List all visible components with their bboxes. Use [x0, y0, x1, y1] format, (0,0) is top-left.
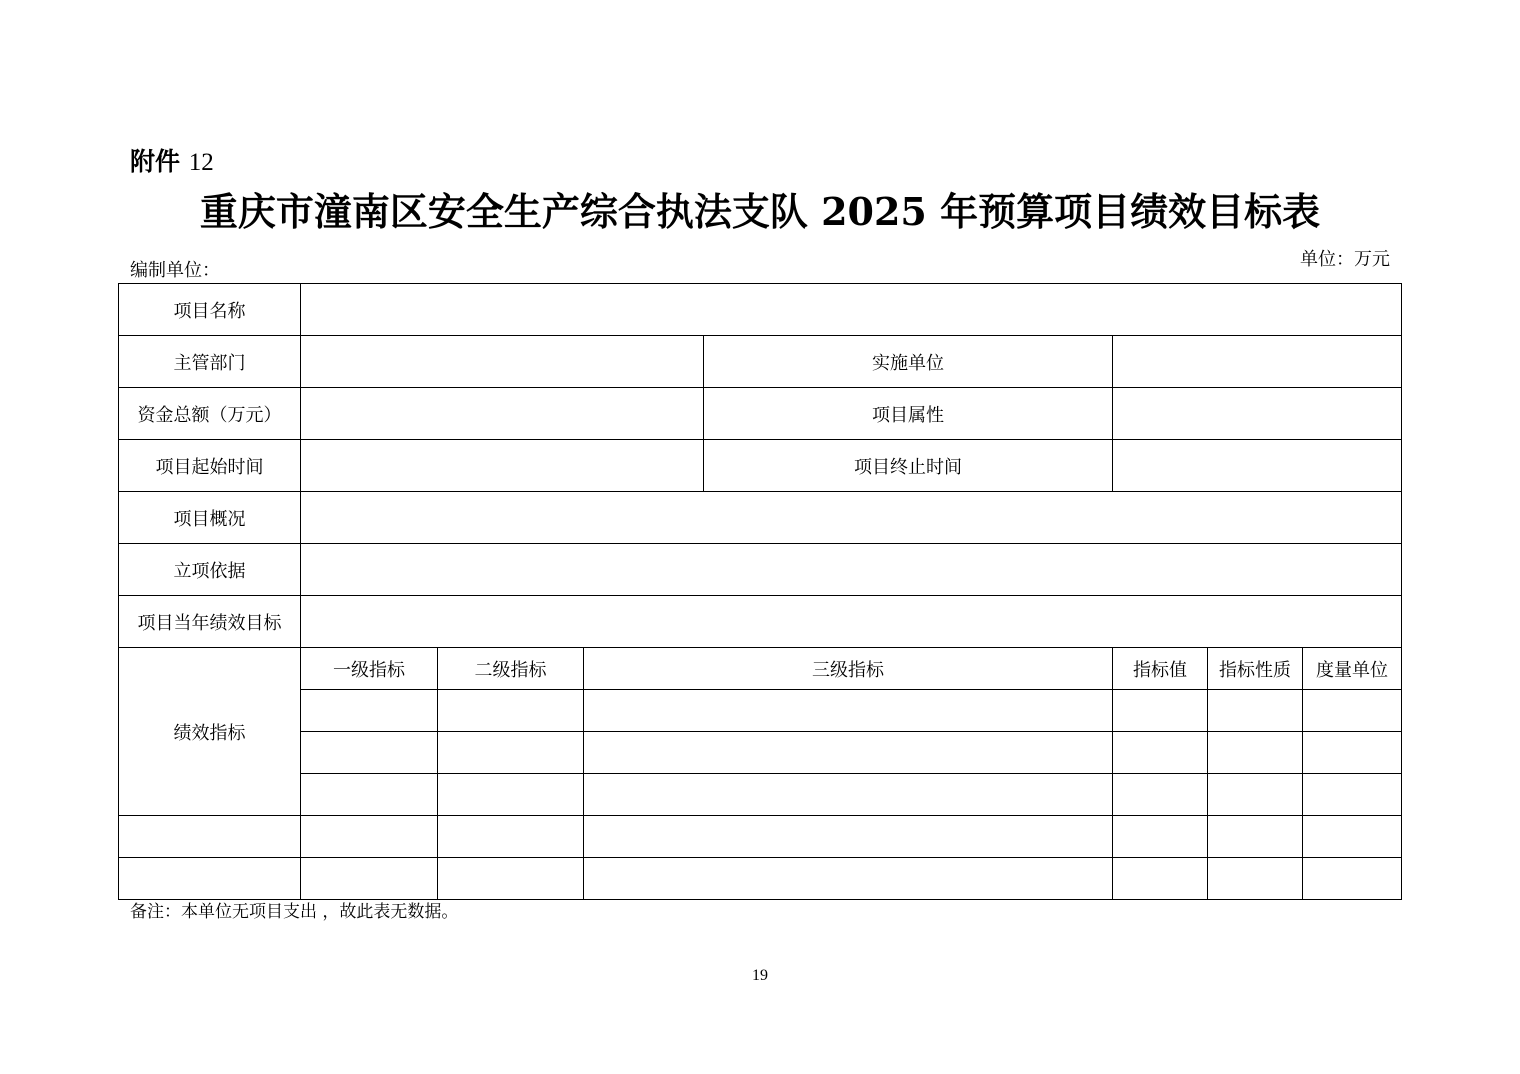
indicator-row: [119, 858, 1402, 900]
annual-goal-value: [301, 596, 1402, 648]
table-row: [119, 284, 1402, 336]
column-header: 三级指标: [584, 648, 1113, 690]
attachment-label: [130, 146, 214, 179]
table-cell: [1208, 858, 1303, 900]
basis-label: 立项依据: [119, 544, 301, 596]
indicator-row: [119, 816, 1402, 858]
department-value: [301, 336, 704, 388]
column-header: 指标值: [1113, 648, 1208, 690]
table-cell: [1113, 858, 1208, 900]
table-cell: [438, 774, 584, 816]
table-cell: [584, 858, 1113, 900]
basis-value: [301, 544, 1402, 596]
table-cell: [1208, 690, 1303, 732]
implementer-value: [1113, 336, 1402, 388]
department-label: 主管部门: [119, 336, 301, 388]
performance-target-table: [118, 283, 1401, 900]
table-cell: [119, 858, 301, 900]
indicator-row: [119, 690, 1402, 732]
table-cell: [438, 732, 584, 774]
end-time-label: 项目终止时间: [704, 440, 1113, 492]
footnote: 备注：本单位无项目支出 ，故此表无数据。: [130, 902, 459, 922]
table-cell: [301, 690, 438, 732]
table-cell: [438, 690, 584, 732]
total-funds-label: 资金总额（万元）: [119, 388, 301, 440]
project-attribute-value: [1113, 388, 1402, 440]
table-row: [119, 336, 1402, 388]
table-cell: [438, 816, 584, 858]
table-row: [119, 544, 1402, 596]
column-header: 二级指标: [438, 648, 584, 690]
start-time-label: 项目起始时间: [119, 440, 301, 492]
org-label: 编制单位：: [130, 260, 220, 281]
table-cell: [1208, 774, 1303, 816]
overview-value: [301, 492, 1402, 544]
indicators-label: 绩效指标: [119, 648, 301, 816]
table-row: [119, 440, 1402, 492]
implementer-label: 实施单位: [704, 336, 1113, 388]
indicator-row: [119, 732, 1402, 774]
table-cell: [301, 858, 438, 900]
annual-goal-label: 项目当年绩效目标: [119, 596, 301, 648]
table-cell: [584, 690, 1113, 732]
table-cell: [1113, 816, 1208, 858]
table-cell: [301, 816, 438, 858]
total-funds-value: [301, 388, 704, 440]
table-row: [119, 596, 1402, 648]
table: [118, 283, 1402, 900]
table-cell: [1303, 774, 1402, 816]
overview-label: 项目概况: [119, 492, 301, 544]
table-cell: [1303, 816, 1402, 858]
table-cell: [1113, 690, 1208, 732]
table-row: [119, 492, 1402, 544]
page-title: 重庆市潼南区安全生产综合执法支队 2025 年预算项目绩效目标表: [199, 189, 1321, 234]
column-header: 一级指标: [301, 648, 438, 690]
project-name-value: [301, 284, 1402, 336]
table-row: [119, 388, 1402, 440]
table-cell: [119, 816, 301, 858]
project-name-label: 项目名称: [119, 284, 301, 336]
table-cell: [438, 858, 584, 900]
column-header: 指标性质: [1208, 648, 1303, 690]
table-cell: [1303, 858, 1402, 900]
indicator-row: [119, 774, 1402, 816]
page-number: 19: [752, 967, 768, 984]
table-cell: [1113, 774, 1208, 816]
column-header: 度量单位: [1303, 648, 1402, 690]
table-cell: [1208, 732, 1303, 774]
project-attribute-label: 项目属性: [704, 388, 1113, 440]
table-cell: [584, 774, 1113, 816]
indicator-header-row: [119, 648, 1402, 690]
attachment-number: 12: [188, 149, 214, 176]
table-cell: [584, 816, 1113, 858]
table-cell: [1208, 816, 1303, 858]
table-cell: [1303, 690, 1402, 732]
currency-unit-label: 单位：万元: [1300, 249, 1390, 270]
attachment-label-text: 附件: [130, 147, 181, 176]
table-cell: [1113, 732, 1208, 774]
end-time-value: [1113, 440, 1402, 492]
table-cell: [1303, 732, 1402, 774]
table-cell: [584, 732, 1113, 774]
start-time-value: [301, 440, 704, 492]
table-cell: [301, 732, 438, 774]
table-cell: [301, 774, 438, 816]
